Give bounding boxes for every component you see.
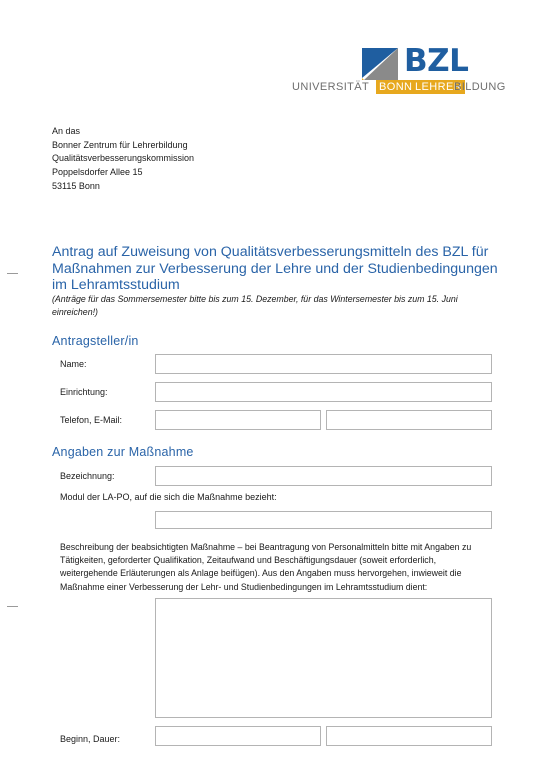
address-line: Qualitätsverbesserungskommission <box>52 153 195 164</box>
module-field[interactable] <box>155 511 492 529</box>
name-field[interactable] <box>155 354 492 374</box>
logo-bonn-text: BONN <box>376 80 415 94</box>
designation-label: Bezeichnung: <box>60 471 115 481</box>
name-label: Name: <box>60 359 87 369</box>
duration-field[interactable] <box>326 726 492 746</box>
contact-label: Telefon, E-Mail: <box>60 415 123 425</box>
fold-mark <box>7 273 18 274</box>
module-label: Modul der LA-PO, auf die sich die Maßnahme bezieht: <box>60 492 277 502</box>
document-title: Antrag auf Zuweisung von Qualitätsverbesserungsmitteln des BZL für Maßnahmen zur Verbesserung der Lehre und der Studienbedingungen im Lehramtsstudium <box>52 244 498 293</box>
section-heading-measure: Angaben zur Maßnahme <box>52 445 194 459</box>
deadline-note: (Anträge für das Sommersemester bitte bis zum 15. Dezember, für das Wintersemester bis zum 15. Juni einreichen!) <box>52 294 458 317</box>
logo-lehrer-text: LEHRER <box>412 80 465 94</box>
email-field[interactable] <box>326 410 492 430</box>
recipient-address <box>52 125 194 194</box>
address-line: 53115 Bonn <box>52 181 100 192</box>
address-line: Bonner Zentrum für Lehrerbildung <box>52 139 188 150</box>
logo-bzl-text: BZL <box>404 43 469 79</box>
phone-field[interactable] <box>155 410 321 430</box>
description-label: Beschreibung der beabsichtigten Maßnahme – bei Beantragung von Personalmitteln bitte mit Angaben zu Tätigkeiten, geforderter Qualifikation, Zeitaufwand und Beschäftigungsdauer (soweit erforderlich, weitergehende Erläuterungen als Anlage beifügen). Aus den Angaben muss hervorgehen, inwieweit die Maßnahme einer Verbesserung der Lehr- und Studienbedingungen im Lehramtsstudium dient: <box>60 542 472 592</box>
description-textarea[interactable] <box>155 598 492 718</box>
section-heading-applicant: Antragsteller/in <box>52 334 139 348</box>
logo-bildung-text: BILDUNG <box>454 81 506 93</box>
start-field[interactable] <box>155 726 321 746</box>
logo-graphic-icon <box>362 48 398 80</box>
address-line: Poppelsdorfer Allee 15 <box>52 166 143 177</box>
logo-universitaet-text: UNIVERSITÄT <box>292 81 370 93</box>
start-duration-label: Beginn, Dauer: <box>60 734 121 744</box>
bzl-logo <box>292 43 506 94</box>
institution-label: Einrichtung: <box>60 387 108 397</box>
address-line: An das <box>52 126 81 136</box>
designation-field[interactable] <box>155 466 492 486</box>
institution-field[interactable] <box>155 382 492 402</box>
fold-mark <box>7 606 18 607</box>
